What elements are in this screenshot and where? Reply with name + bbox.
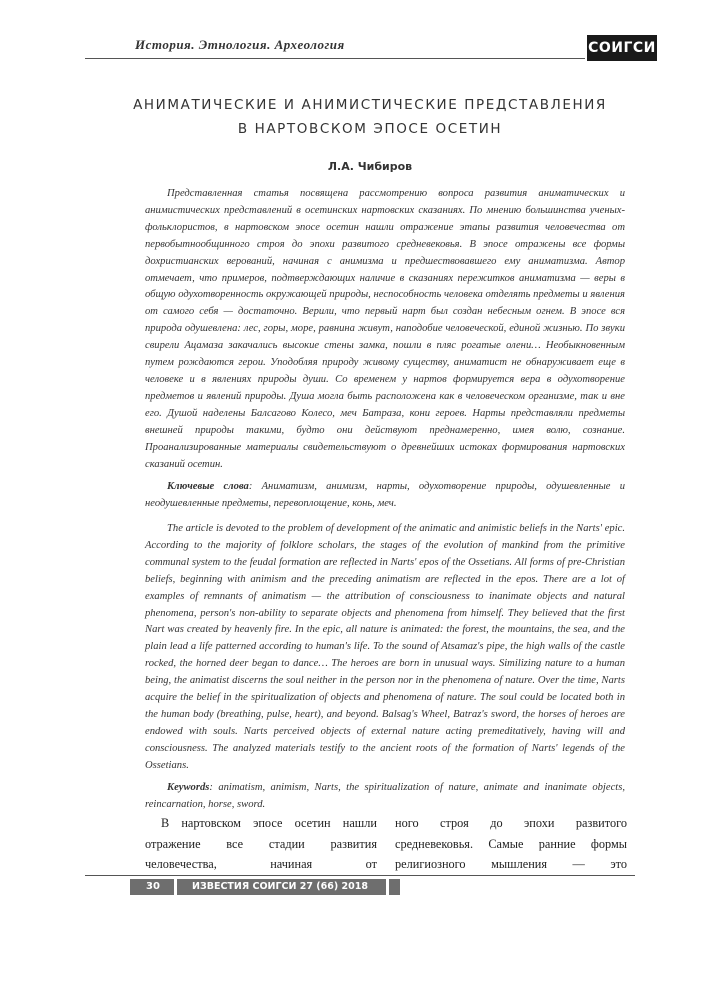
- page-number: 30: [146, 881, 160, 892]
- journal-logo: СОИГСИ: [587, 35, 657, 61]
- author: Л.А. Чибиров: [327, 160, 413, 173]
- footer-separator: [174, 879, 177, 895]
- abstract-russian: Представленная статья посвящена рассмотрению вопроса развития аниматических и анимистических представлений в осетинских нартовских сказаниях. По мнению большинства ученых-фольклористов, в нартовском эпосе осетин нашли отражение этапы развития человечества от первобытнообщинного строя до эпохи развитого средневековья. В эпосе отражены все формы дохристианских верований, начиная с анимизма и предшествовавшего ему аниматизма. Автор отмечает, что примеров, подтверждающих наличие в сказаниях пережитков аниматизма — веры в общую одухотворенность окружающей природы, неспособность человека отделять предметы и явления от самого себя — достаточно. Верили, что первый нарт был создан небесным огнем. В эпосе вся природа одушевлена: лес, горы, море, равнина живут, наподобие человеческой, единой жизнью. По звуки свирели Ацамаза закачались высокие стены замка, пошли в пляс рогатые олени… Необыкновенным путем рождаются герои. Уподобляя природу живому существу, аниматист не обнаруживает еще в человеке и в явлениях природы души. Со временем у нартов формируется вера в одухотворение предметов и явлений природы. Душа могла быть расположена как в человеческом организме, так и вне его. Душой наделены Балсагово Колесо, меч Батраза, кони героев. Нарты представляли предметы внешней природы такими, будто они действуют преднамеренно, имея волю, сознание. Проанализированные материалы свидетельствуют о древнейших истоках формирования нартовских сказаний осетин.: [145, 188, 625, 470]
- article-title: [100, 93, 640, 141]
- keywords-text: : Аниматизм, анимизм, нарты, одухотворение природы, одушевленные и неодушевленные предметы, перевоплощение, конь, меч.: [145, 481, 625, 509]
- footer-rule: [85, 875, 635, 876]
- title-line-2: В НАРТОВСКОМ ЭПОСЕ ОСЕТИН: [237, 121, 503, 137]
- journal-name: ИЗВЕСТИЯ СОИГСИ 27 (66) 2018: [192, 881, 368, 892]
- keywords-russian: [145, 479, 625, 513]
- running-head: История. Этнология. Археология: [135, 37, 345, 52]
- keywords-label: Ключевые слова: [167, 481, 249, 492]
- keywords-label: Keywords: [167, 782, 210, 793]
- title-line-1: АНИМАТИЧЕСКИЕ И АНИМИСТИЧЕСКИЕ ПРЕДСТАВЛЕНИЯ: [133, 97, 607, 113]
- keywords-english: [145, 780, 625, 814]
- abstract-english: The article is devoted to the problem of development of the animatic and animistic beliefs in the Narts' epic. According to the majority of folklore scholars, the stages of the evolution of mankind from the primitive communal system to the feudal formation are reflected in Narts' epos of the Ossetians. All forms of pre-Christian beliefs, beginning with animism and the preceding animatism are reflected in the epos. There are a lot of examples of remnants of animatism — the attribution of consciousness to inanimate objects and natural phenomena, person's non-ability to separate objects and phenomena from himself. They believed that the first Nart was created by heavenly fire. In the epic, all nature is animated: the forest, the mountains, the sea, and the plain lead a life patterned according to human's life. To the sound of Atsamaz's pipe, the high walls of the castle rocked, the horned deer began to dance… The heroes are born in unusual ways. Similizing nature to a human being, the animatist discerns the soul neither in the person nor in the phenomena of nature. Over the time, Narts acquire the belief in the spiritualization of objects and phenomena of nature. The soul could be located both in the human body (breathing, pulse, heart), and beyond. Balsag's Wheel, Batraz's sword, the horses of heroes are endowed with souls. Narts perceived objects of external nature acting premeditatively, having will and consciousness. The analyzed materials testify to the ancient roots of the formation of Narts' legends of the Ossetians.: [145, 523, 625, 771]
- body-column-2: ного строя до эпохи развитого средневековья. Самые ранние формы религиозного мышления — это: [395, 816, 627, 871]
- header-rule: [85, 58, 585, 59]
- keywords-text: : animatism, animism, Narts, the spiritualization of nature, animate and inanimate objects, reincarnation, horse, sword.: [145, 782, 625, 810]
- body-column-1: В нартовском эпосе осетин нашли отражение все стадии развития человечества, начиная от: [145, 816, 377, 871]
- footer-separator: [386, 879, 389, 895]
